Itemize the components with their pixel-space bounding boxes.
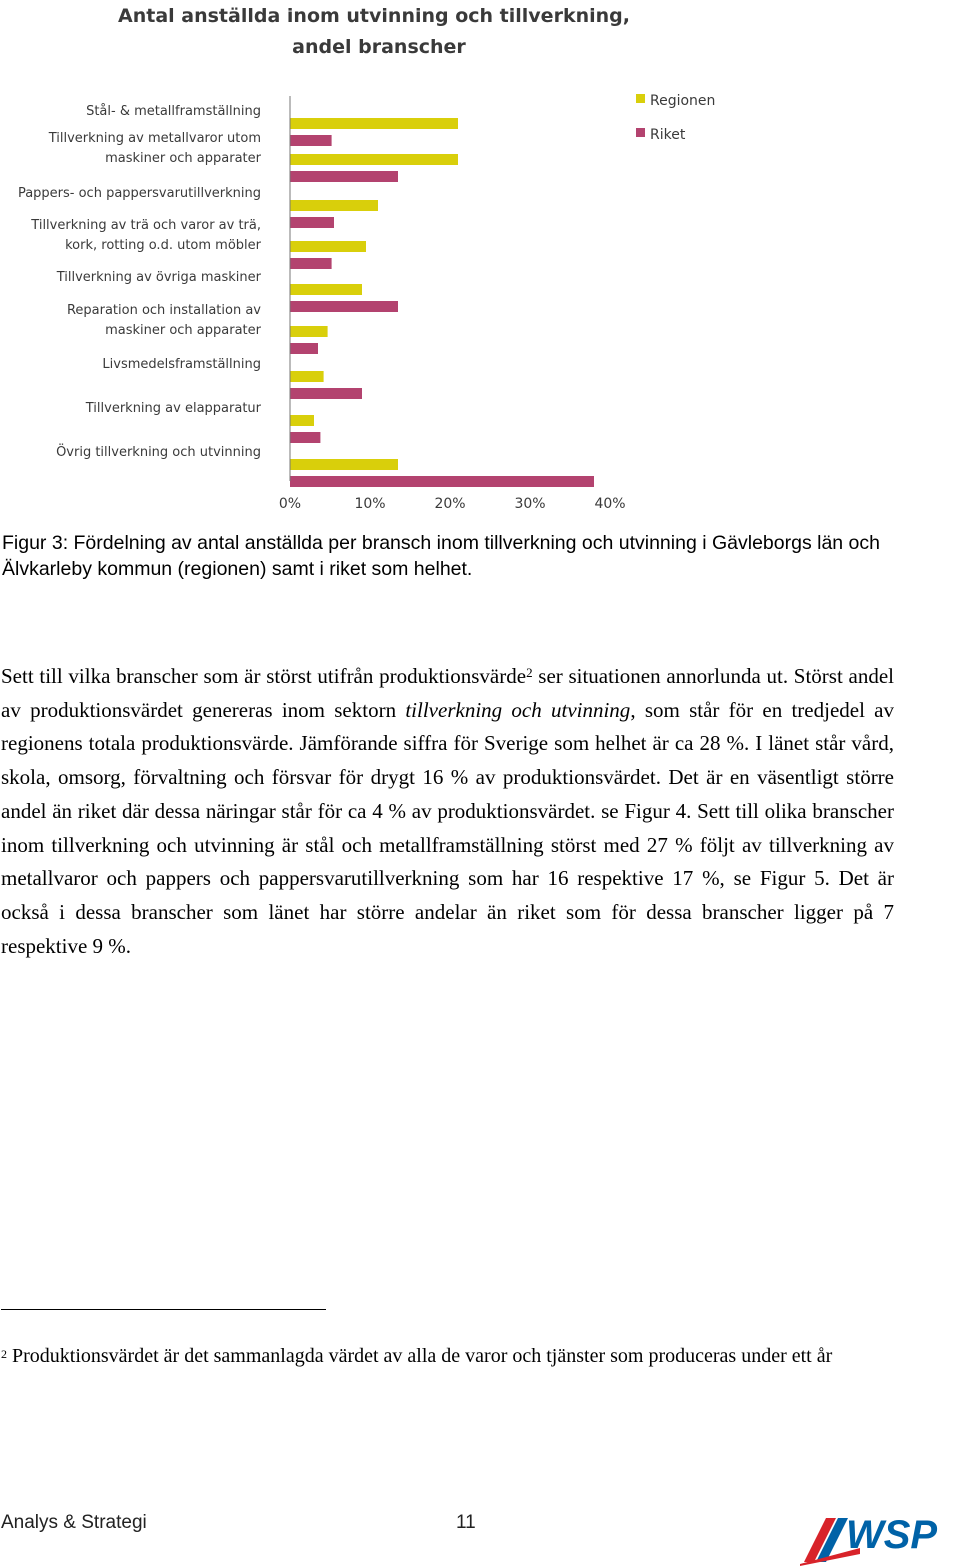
bar-regionen-0 [290, 118, 458, 129]
chart-title-line-2: andel branscher [292, 36, 466, 58]
bar-riket-7 [290, 432, 320, 443]
category-label-4-0: Tillverkning av övriga maskiner [56, 270, 261, 285]
bar-regionen-8 [290, 459, 398, 470]
footnote-reference: 2 [526, 665, 533, 680]
wsp-logo [800, 1508, 960, 1566]
footnote-divider [1, 1309, 326, 1310]
legend-swatch-regionen [636, 94, 645, 103]
bar-riket-0 [290, 135, 332, 146]
category-label-1-1: maskiner och apparater [105, 151, 261, 166]
chart-legend [636, 93, 715, 143]
legend-swatch-riket [636, 128, 645, 137]
x-tick-label-1: 10% [354, 496, 386, 512]
category-label-6-0: Livsmedelsframställning [102, 357, 261, 372]
paragraph-part-1: Sett till vilka branscher som är störst utifrån produktionsvärde [1, 664, 527, 688]
x-tick-label-4: 40% [594, 496, 626, 512]
footer-department: Analys & Strategi [1, 1512, 147, 1533]
bar-riket-1 [290, 171, 398, 182]
category-label-8-0: Övrig tillverkning och utvinning [56, 445, 261, 460]
footnote-number: 2 [1, 1347, 7, 1361]
footnote-text: Produktionsvärdet är det sammanlagda värdet av alla de varor och tjänster som produceras under ett år [7, 1345, 833, 1367]
bar-regionen-2 [290, 200, 378, 211]
bar-riket-5 [290, 343, 318, 354]
bar-regionen-3 [290, 241, 366, 252]
wsp-logo-text: WSP [846, 1513, 938, 1557]
category-label-3-0: Tillverkning av trä och varor av trä, [31, 218, 261, 233]
category-label-2-0: Pappers- och pappersvarutillverkning [17, 186, 261, 201]
x-tick-label-2: 20% [434, 496, 466, 512]
legend-label-riket: Riket [650, 127, 686, 143]
figure-caption: Figur 3: Fördelning av antal anställda per bransch inom tillverkning och utvinning i Gävleborgs län och Älvkarleby kommun (regionen) samt i riket som helhet. [2, 532, 880, 580]
bar-riket-8 [290, 476, 594, 487]
category-label-5-0: Reparation och installation av [66, 303, 261, 318]
chart-title-line-1: Antal anställda inom utvinning och tillverkning, [118, 5, 630, 27]
bar-riket-4 [290, 301, 398, 312]
x-tick-label-3: 30% [514, 496, 546, 512]
bar-regionen-1 [290, 154, 458, 165]
bar-regionen-5 [290, 326, 328, 337]
bar-regionen-6 [290, 371, 324, 382]
category-label-5-1: maskiner och apparater [105, 323, 261, 338]
paragraph-italic: tillverkning och utvinning [405, 697, 631, 722]
paragraph-part-2: ser situationen annorlunda ut. Störst andel av produktionsvärdet genereras inom sektorn [1, 664, 894, 722]
bar-chart [0, 0, 960, 520]
bar-riket-6 [290, 388, 362, 399]
bar-regionen-4 [290, 284, 362, 295]
footnote [1, 1340, 894, 1373]
paragraph-part-3: , som står för en tredjedel av regionens totala produktionsvärde. Jämförande siffra för Sverige som helhet är ca 28 %. I länet står vård, skola, omsorg, förvaltning och försvar för drygt 16 % av produktionsvärdet. Det är en väsentligt större andel än riket där dessa näringar står för ca 4 % av produktionsvärdet. se Figur 4. Sett till olika branscher inom tillverkning och utvinning är stål och metallframställning störst med 27 % följt av tillverkning av metallvaror och pappers och pappersvarutillverkning som har 16 respektive 17 %, se Figur 5. Det är också i dessa branscher som länet har större andelar än riket som för dessa branscher ligger på 7 respektive 9 %. [1, 697, 895, 958]
category-label-1-0: Tillverkning av metallvaror utom [48, 131, 261, 146]
x-tick-label-0: 0% [278, 496, 302, 512]
bar-riket-3 [290, 258, 332, 269]
bar-riket-2 [290, 217, 334, 228]
category-label-3-1: kork, rotting o.d. utom möbler [65, 238, 261, 253]
legend-label-regionen: Regionen [650, 93, 716, 109]
category-label-0-0: Stål- & metallframställning [86, 104, 261, 119]
body-paragraph [1, 660, 894, 963]
page-number: 11 [456, 1512, 476, 1533]
category-label-7-0: Tillverkning av elapparatur [85, 401, 261, 416]
bar-regionen-7 [290, 415, 314, 426]
